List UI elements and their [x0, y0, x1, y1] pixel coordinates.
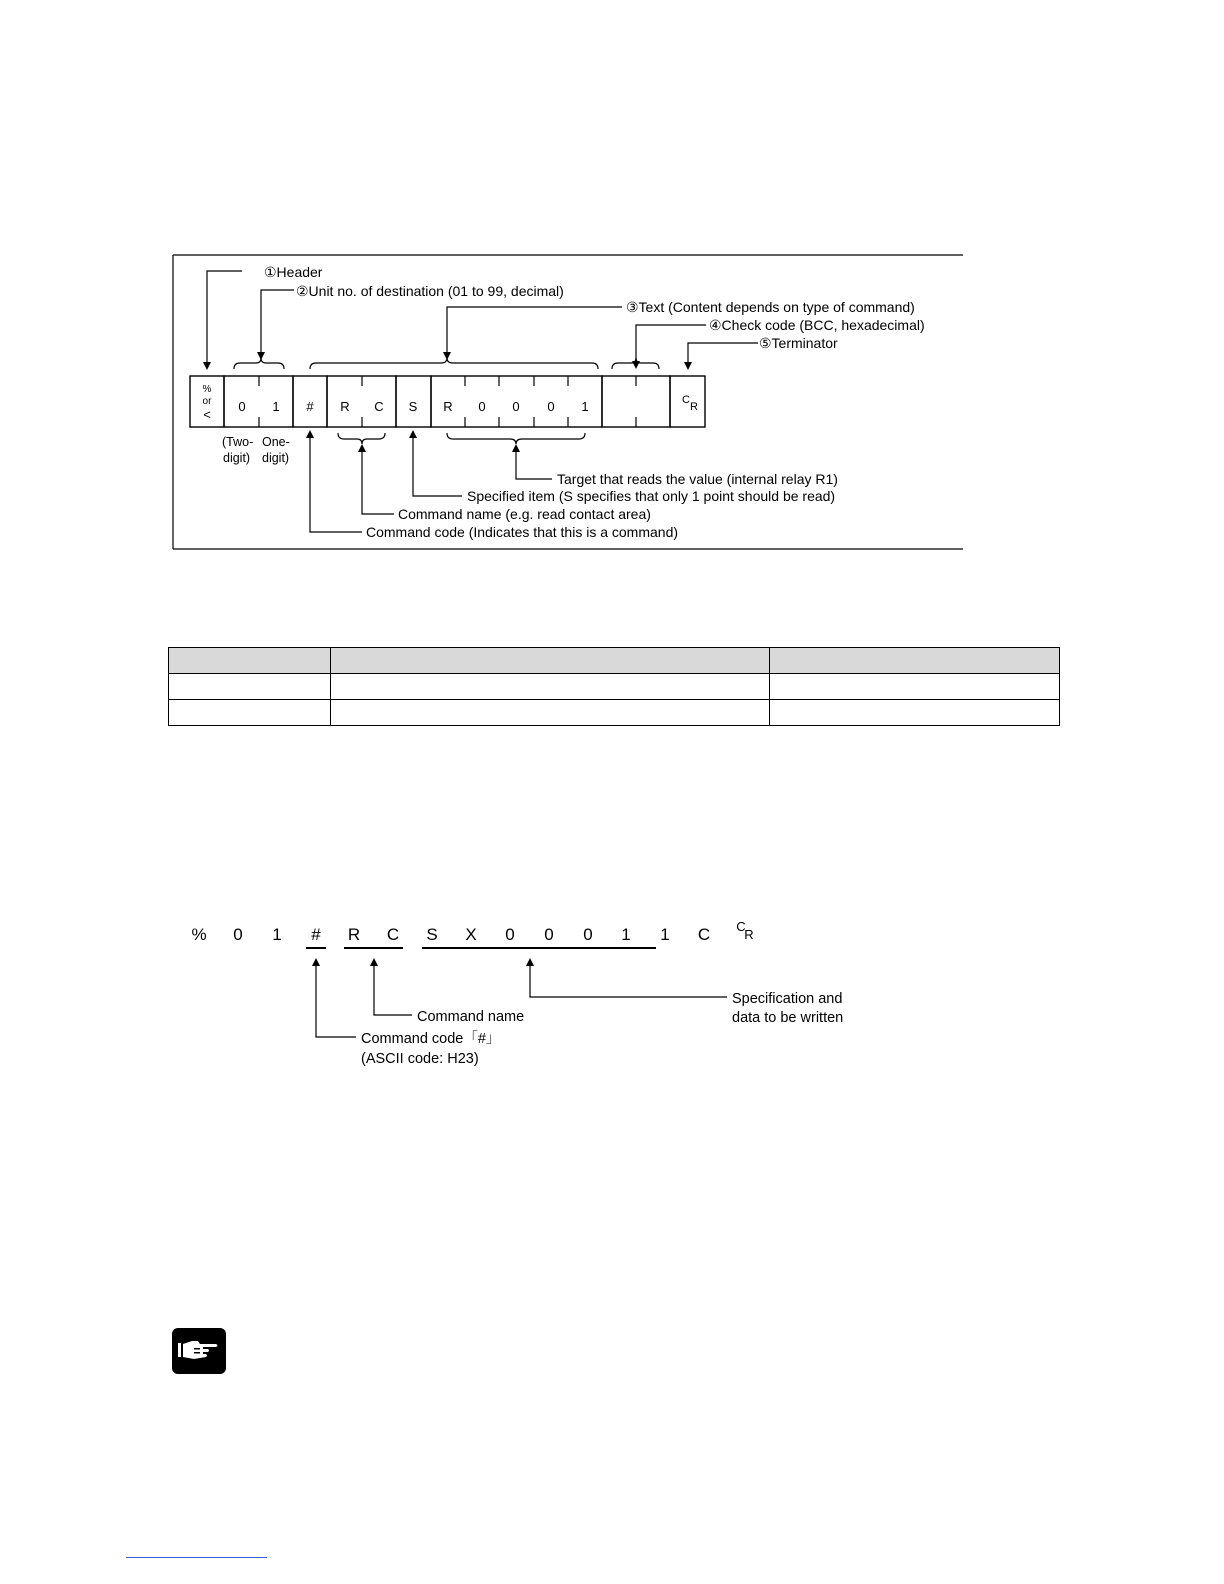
- note-two-digit-a: (Two-: [222, 435, 254, 449]
- terminator-leader: [688, 343, 758, 362]
- label-text: ③Text (Content depends on type of command): [626, 299, 915, 315]
- cell-unit-0: 0: [238, 399, 246, 414]
- cell-unit-1: 1: [272, 399, 280, 414]
- unit-leader: [261, 290, 294, 352]
- example-char: 0: [233, 925, 243, 944]
- label-command-code: Command code (Indicates that this is a command): [366, 524, 679, 540]
- example-char: S: [426, 925, 438, 944]
- cmd-name-leader: [374, 966, 412, 1015]
- label-spec-line1: Specification and: [732, 991, 843, 1007]
- spec-leader: [530, 966, 727, 997]
- command-format-diagram: [0, 0, 1224, 600]
- example-char: %: [191, 925, 207, 944]
- label-command-code: Command code「#」: [361, 1031, 501, 1047]
- text-leader: [447, 307, 622, 352]
- note-two-digit-b: digit): [223, 451, 251, 465]
- header-leader: [207, 271, 242, 362]
- example-char: R: [347, 925, 361, 944]
- cell-text-3: 0: [547, 399, 555, 414]
- table-header-row: [169, 648, 1060, 674]
- label-target: Target that reads the value (internal relay R1): [557, 471, 838, 487]
- table-row: [169, 674, 1060, 700]
- label-command-name: Command name: [417, 1009, 525, 1025]
- cell-header-pct: %: [202, 384, 212, 395]
- cell-text-0: R: [443, 399, 453, 414]
- blank-table: [168, 647, 1060, 726]
- cell-text-1: 0: [478, 399, 486, 414]
- example-char: #: [311, 925, 321, 944]
- example-cr-r: R: [744, 927, 754, 942]
- target-brace: [447, 433, 585, 444]
- cmd-name-brace: [338, 433, 385, 444]
- cell-spec: S: [408, 399, 418, 414]
- spec-leader: [413, 438, 462, 496]
- example-char: 0: [583, 925, 593, 944]
- footer-link-rule: [126, 1557, 267, 1558]
- label-command-name: Command name (e.g. read contact area): [398, 506, 651, 522]
- target-leader: [516, 452, 552, 479]
- example-char: 1: [660, 925, 670, 944]
- label-header: ①Header: [264, 264, 323, 280]
- cell-hash: #: [306, 399, 314, 414]
- label-specified-item: Specified item (S specifies that only 1 point should be read): [467, 488, 836, 504]
- example-char: X: [465, 925, 477, 944]
- cmd-code-leader: [316, 966, 356, 1037]
- example-char: C: [386, 925, 400, 944]
- example-char: 0: [505, 925, 515, 944]
- label-terminator: ⑤Terminator: [759, 335, 838, 351]
- cell-text-2: 0: [512, 399, 520, 414]
- label-spec-line2: data to be written: [732, 1010, 844, 1026]
- cell-cmd-0: R: [340, 399, 350, 414]
- label-ascii-code: (ASCII code: H23): [361, 1051, 479, 1067]
- cmd-code-leader: [310, 438, 362, 532]
- text-brace: [310, 358, 598, 369]
- example-char: 0: [544, 925, 554, 944]
- cell-header-lt: <: [203, 407, 211, 422]
- table-cell: [331, 648, 770, 674]
- table-cell: [169, 648, 331, 674]
- example-cr-c: C: [736, 919, 746, 934]
- example-char: 1: [621, 925, 631, 944]
- example-char: C: [697, 925, 711, 944]
- table-cell: [770, 700, 1060, 726]
- table-cell: [770, 674, 1060, 700]
- cell-text-4: 1: [581, 399, 589, 414]
- cell-cr-r: R: [690, 401, 698, 413]
- command-example-diagram: [0, 900, 1224, 1080]
- label-unit-no: ②Unit no. of destination (01 to 99, decimal): [296, 283, 564, 299]
- table-cell: [331, 674, 770, 700]
- cmd-name-leader: [362, 452, 394, 514]
- pointing-hand-icon: [172, 1328, 226, 1374]
- table-cell: [770, 648, 1060, 674]
- cell-header-or: or: [202, 396, 212, 407]
- table-row: [169, 700, 1060, 726]
- label-check-code: ④Check code (BCC, hexadecimal): [709, 317, 925, 333]
- cell-cmd-1: C: [374, 399, 384, 414]
- table-cell: [169, 700, 331, 726]
- cell-cr-c: C: [682, 394, 690, 406]
- note-one-digit-b: digit): [262, 451, 290, 465]
- note-one-digit-a: One-: [262, 435, 290, 449]
- example-char: 1: [272, 925, 282, 944]
- unit-brace: [234, 358, 284, 369]
- table-cell: [331, 700, 770, 726]
- table-cell: [169, 674, 331, 700]
